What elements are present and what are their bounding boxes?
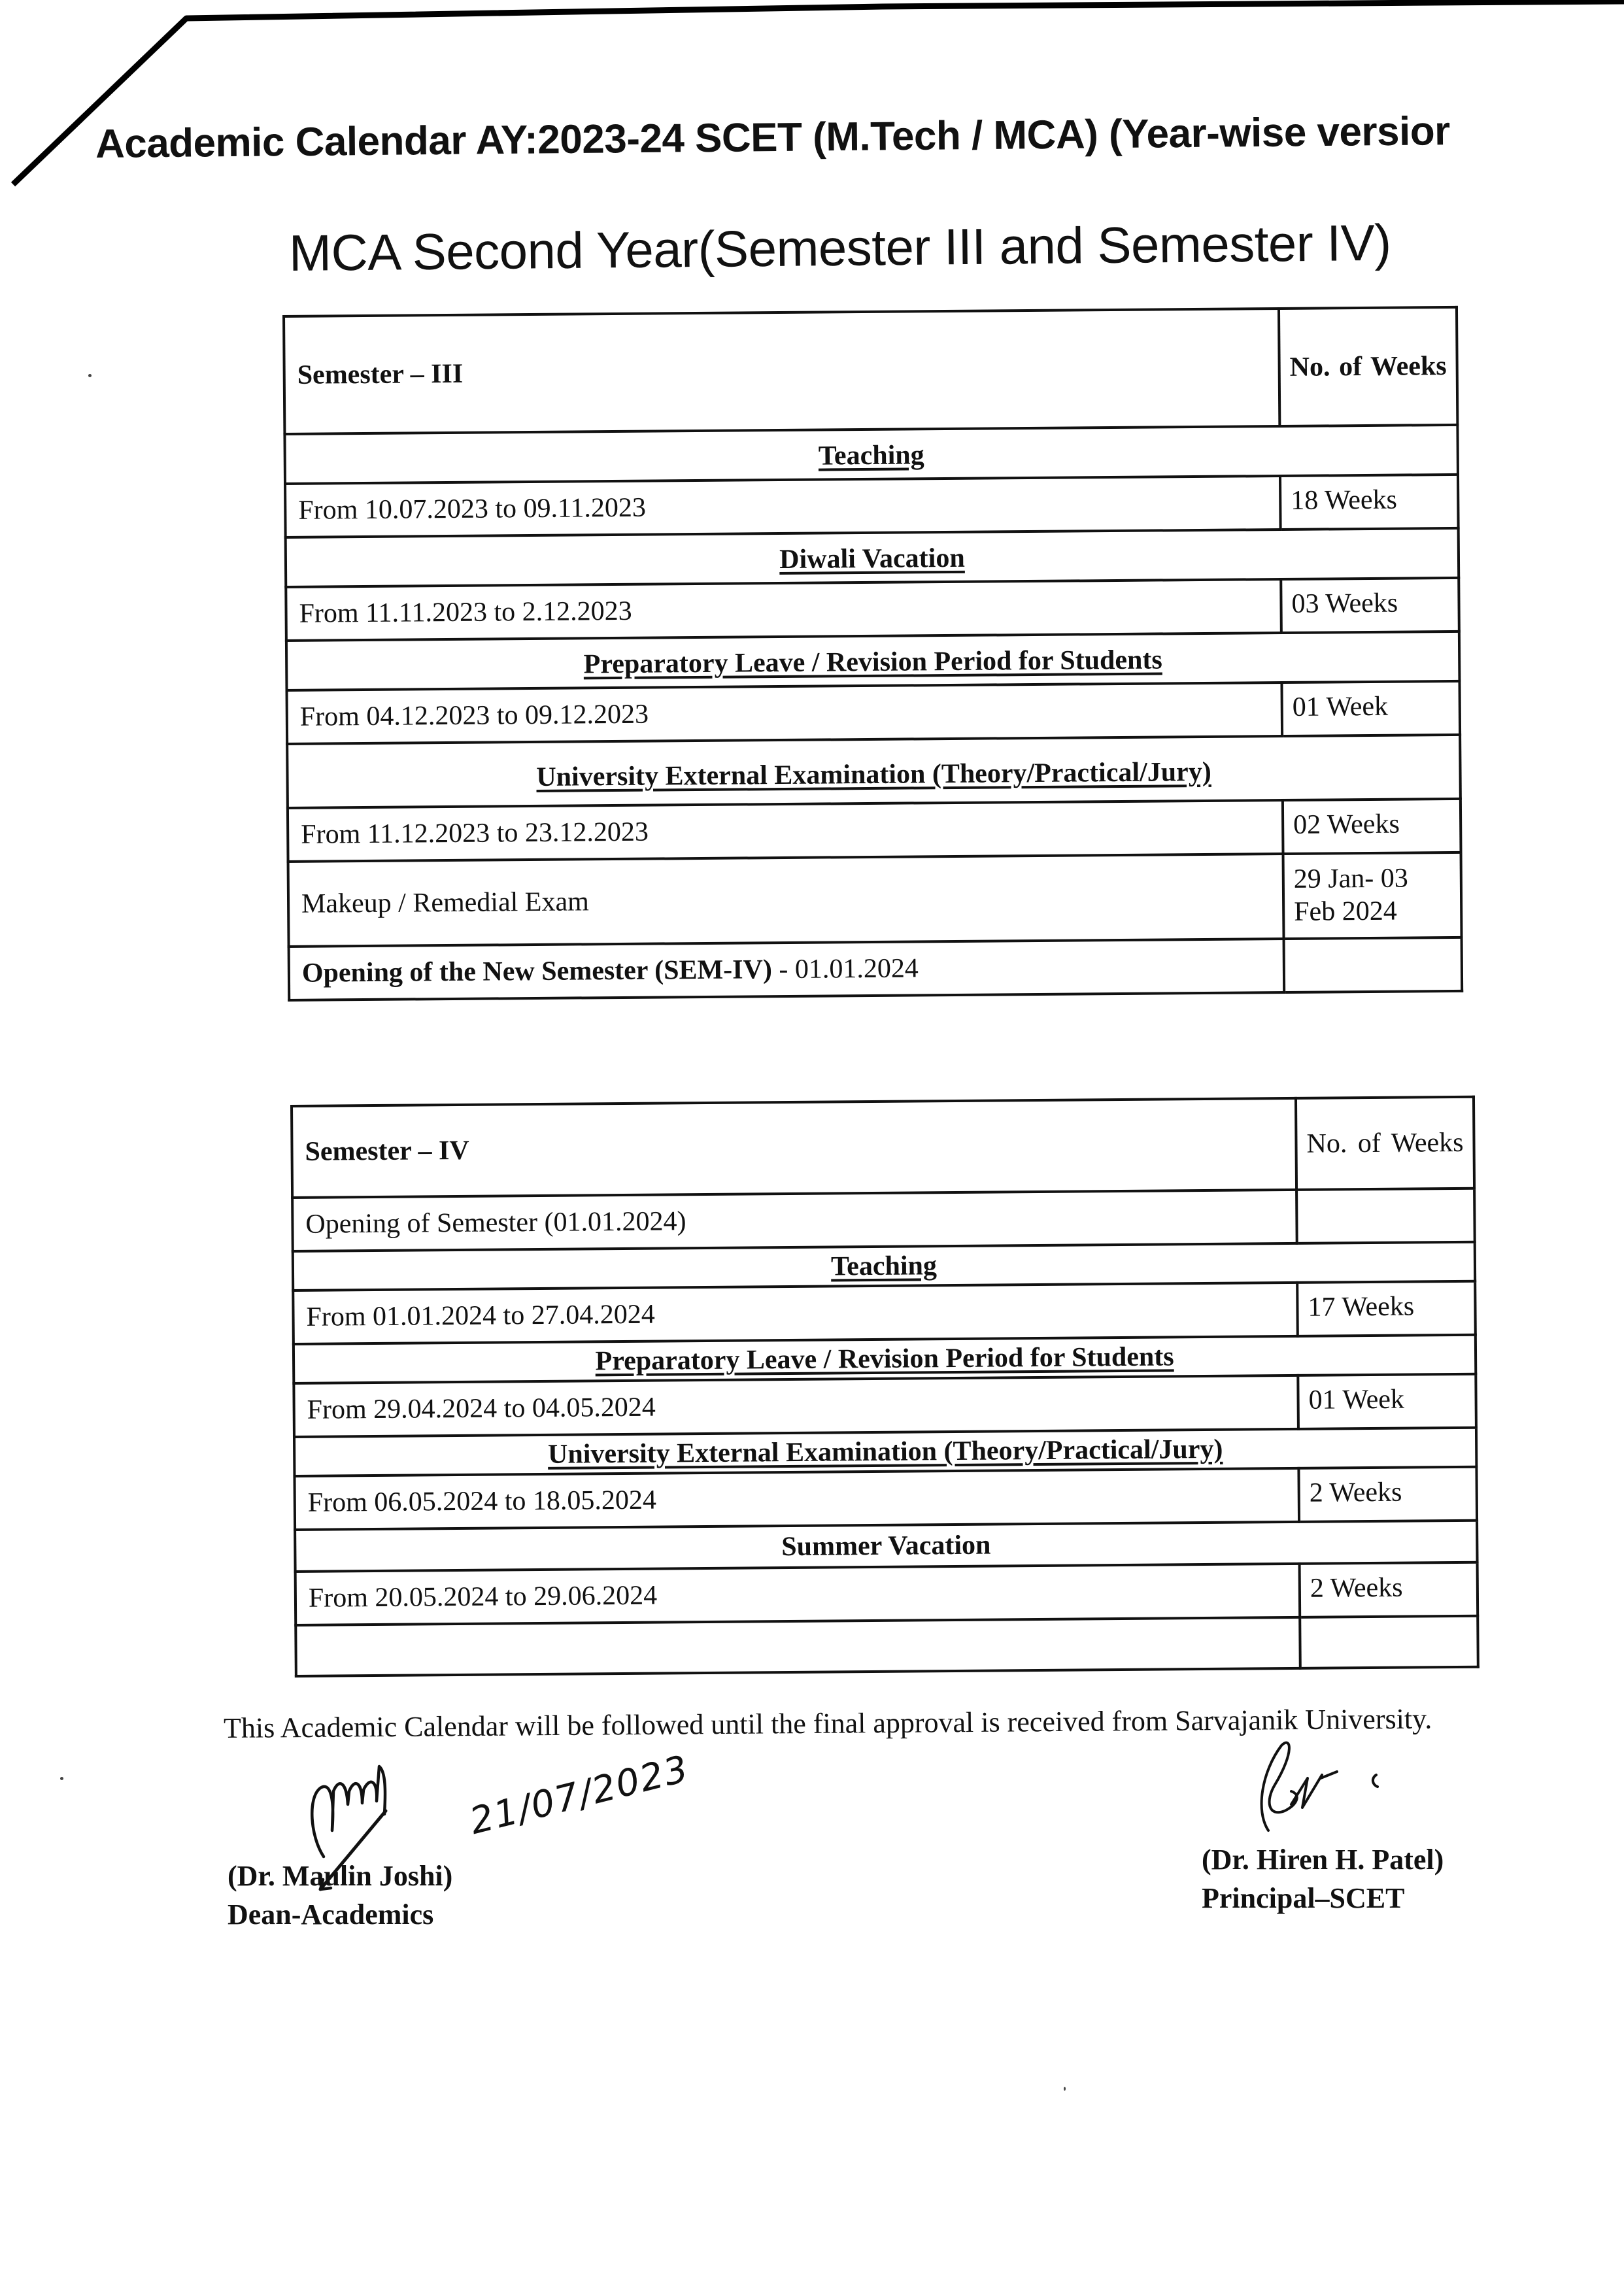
- section-header-row: [286, 528, 1459, 587]
- section-header-row: [286, 632, 1460, 690]
- scan-speck: [88, 374, 92, 377]
- signatory-name: (Dr. Maulin Joshi): [228, 1860, 453, 1892]
- weeks-value: [1284, 937, 1463, 992]
- weeks-value: 17 Weeks: [1297, 1281, 1476, 1336]
- table-header-row: [292, 1097, 1474, 1198]
- new-semester-opening: [289, 939, 1285, 1000]
- signatory-role: Dean-Academics: [228, 1898, 434, 1931]
- table-row: [289, 937, 1463, 1000]
- signatory-role: Principal–SCET: [1202, 1882, 1405, 1915]
- semester-4-heading: Semester – IV: [292, 1098, 1296, 1198]
- scan-speck: [1064, 2087, 1066, 2091]
- period-label: Makeup / Remedial Exam: [288, 854, 1284, 947]
- weeks-value: 01 Week: [1298, 1374, 1476, 1429]
- period-label: From 11.12.2023 to 23.12.2023: [288, 800, 1283, 862]
- weeks-value: [1296, 1189, 1475, 1243]
- section-title-preparatory-leave: Preparatory Leave / Revision Period for Students: [294, 1335, 1476, 1383]
- semester-opening-label: Opening of Semester (01.01.2024): [292, 1190, 1297, 1251]
- section-header-row: [284, 425, 1458, 484]
- semester-4-table: [290, 1096, 1480, 1678]
- section-title-teaching: Teaching: [293, 1242, 1475, 1290]
- document-title: Academic Calendar AY:2023-24 SCET (M.Tech / MCA) (Year-wise versior: [95, 109, 1451, 167]
- scan-fold-line: [0, 0, 1624, 209]
- signatory-dean: [228, 1857, 452, 1934]
- period-label: From 11.11.2023 to 2.12.2023: [286, 579, 1281, 641]
- handwritten-signature-date: 21/07/2023: [465, 1747, 694, 1844]
- section-title-teaching: Teaching: [284, 425, 1458, 484]
- table-row: [288, 852, 1462, 947]
- table-row-empty: [296, 1616, 1478, 1676]
- new-semester-date: - 01.01.2024: [771, 953, 919, 985]
- weeks-value: 29 Jan- 03 Feb 2024: [1283, 852, 1462, 939]
- document-subtitle: MCA Second Year(Semester III and Semester IV): [288, 213, 1391, 282]
- table-row: [287, 681, 1461, 744]
- table-row: [296, 1562, 1478, 1625]
- weeks-value: 18 Weeks: [1280, 475, 1459, 530]
- table-row: [293, 1281, 1476, 1344]
- period-label: From 06.05.2024 to 18.05.2024: [294, 1468, 1299, 1530]
- table-row: [285, 475, 1459, 537]
- weeks-value: 2 Weeks: [1298, 1467, 1477, 1522]
- period-label: From 10.07.2023 to 09.11.2023: [285, 476, 1281, 537]
- weeks-value: 02 Weeks: [1283, 799, 1461, 854]
- period-label: From 29.04.2024 to 04.05.2024: [294, 1375, 1298, 1437]
- table-header-row: [284, 307, 1457, 434]
- weeks-value: [1300, 1616, 1478, 1668]
- signatory-principal: [1202, 1840, 1444, 1918]
- weeks-value: 03 Weeks: [1281, 578, 1459, 633]
- semester-3-table: [282, 306, 1463, 1002]
- signature-principal: [1229, 1732, 1445, 1844]
- section-header-row: [287, 735, 1461, 808]
- table-row: [288, 799, 1461, 862]
- weeks-column-header: No. of Weeks: [1296, 1097, 1474, 1190]
- new-semester-label: Opening of the New Semester (SEM-IV): [301, 954, 773, 988]
- period-label: From 04.12.2023 to 09.12.2023: [287, 683, 1283, 744]
- table-row: [294, 1467, 1477, 1530]
- weeks-value: 2 Weeks: [1300, 1562, 1478, 1617]
- signatory-name: (Dr. Hiren H. Patel): [1202, 1844, 1444, 1876]
- table-row: [294, 1374, 1476, 1437]
- approval-note: This Academic Calendar will be followed until the final approval is received from Sarvajanik University.: [223, 1702, 1432, 1744]
- semester-3-heading: Semester – III: [284, 309, 1279, 434]
- scan-speck: [60, 1777, 63, 1780]
- period-label: [296, 1617, 1300, 1676]
- table-row: [286, 578, 1459, 641]
- section-title-diwali-vacation: Diwali Vacation: [286, 528, 1459, 587]
- section-title-university-exam: University External Examination (Theory/Practical/Jury): [287, 735, 1461, 808]
- period-label: From 01.01.2024 to 27.04.2024: [293, 1283, 1298, 1344]
- section-title-university-exam: University External Examination (Theory/Practical/Jury): [294, 1428, 1476, 1476]
- table-row: [292, 1189, 1475, 1251]
- weeks-value: 01 Week: [1281, 681, 1460, 736]
- weeks-column-header: No. of Weeks: [1279, 307, 1457, 426]
- section-title-summer-vacation: Summer Vacation: [295, 1521, 1477, 1572]
- period-label: From 20.05.2024 to 29.06.2024: [296, 1564, 1300, 1625]
- section-title-preparatory-leave: Preparatory Leave / Revision Period for Students: [286, 632, 1460, 690]
